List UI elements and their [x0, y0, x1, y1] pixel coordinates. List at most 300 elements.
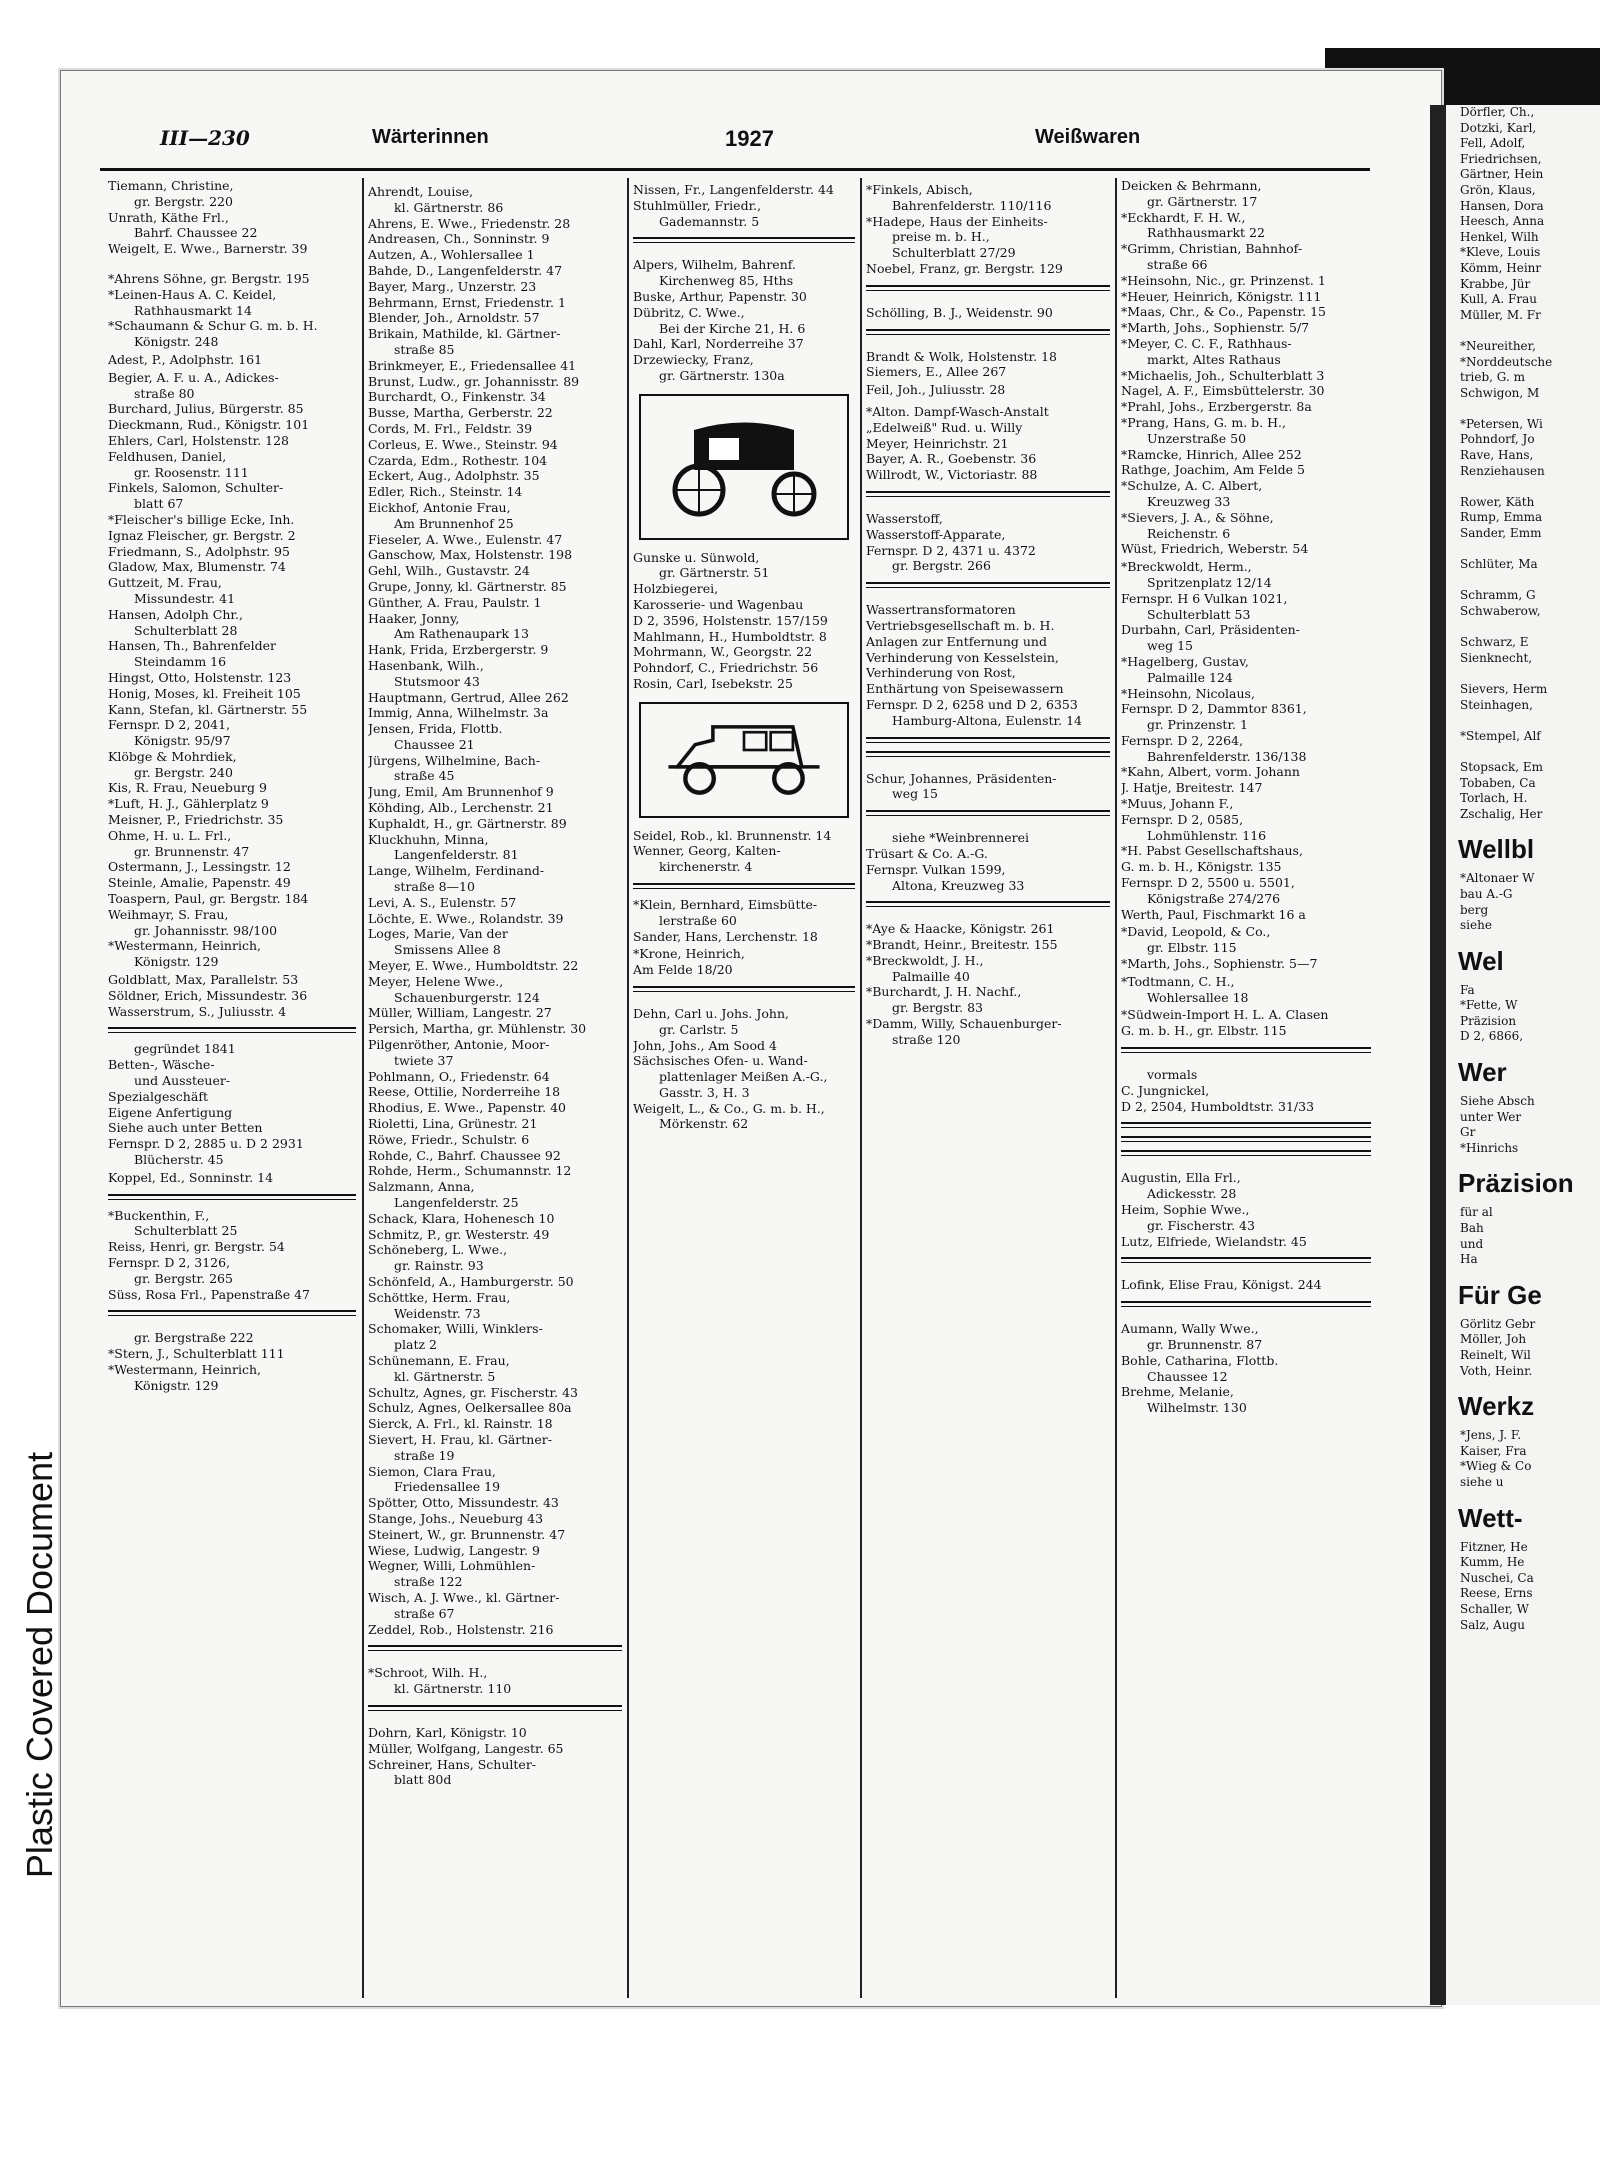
directory-entry: Weidenstr. 73 — [394, 1305, 481, 1321]
directory-entry: *Leinen-Haus A. C. Keidel, — [108, 286, 277, 302]
directory-entry: gr. Brunnenstr. 47 — [134, 843, 250, 859]
directory-entry: Ganschow, Max, Holstenstr. 198 — [368, 547, 573, 563]
directory-entry: *Marth, Johs., Sophienstr. 5/7 — [1121, 320, 1310, 336]
directory-entry: Buske, Arthur, Papenstr. 30 — [633, 288, 807, 304]
next-page-entry: Görlitz Gebr — [1460, 1316, 1536, 1331]
section-rule — [633, 986, 855, 992]
section-rule — [866, 491, 1110, 497]
next-page-entry: und — [1460, 1236, 1484, 1251]
section-rule — [368, 1645, 622, 1651]
directory-entry: Salzmann, Anna, — [368, 1179, 475, 1195]
directory-entry: Immig, Anna, Wilhelmstr. 3a — [368, 705, 549, 721]
directory-entry: Rioletti, Lina, Grünestr. 21 — [368, 1116, 538, 1132]
directory-entry: Augustin, Ella Frl., — [1121, 1170, 1241, 1186]
directory-entry: Fernspr. H 6 Vulkan 1021, — [1121, 590, 1288, 606]
next-page-entry — [1460, 542, 1600, 558]
directory-entry: Werth, Paul, Fischmarkt 16 a — [1121, 906, 1306, 922]
next-page-entry: Dotzki, Karl, — [1460, 120, 1537, 135]
directory-entry: *Stern, J., Schulterblatt 111 — [108, 1346, 285, 1362]
directory-entry: Begier, A. F. u. A., Adickes- — [108, 369, 279, 385]
next-page-entry — [1460, 401, 1600, 417]
directory-entry: Pohndorf, C., Friedrichstr. 56 — [633, 660, 819, 676]
next-page-entry: Fell, Adolf, — [1460, 136, 1526, 151]
directory-entry: weg 15 — [892, 786, 938, 802]
directory-entry: Durbahn, Carl, Präsidenten- — [1121, 622, 1300, 638]
directory-entry: Smissens Allee 8 — [394, 942, 501, 958]
directory-entry: Gasstr. 3, H. 3 — [659, 1084, 750, 1100]
directory-entry: *Burchardt, J. H. Nachf., — [866, 984, 1022, 1000]
section-rule — [108, 1194, 356, 1200]
directory-entry: Missundestr. 41 — [134, 590, 236, 606]
directory-entry: Wisch, A. J. Wwe., kl. Gärtner- — [368, 1589, 560, 1605]
directory-entry: Deicken & Behrmann, — [1121, 178, 1262, 193]
directory-entry: *Luft, H. J., Gählerplatz 9 — [108, 796, 269, 812]
section-rule — [1121, 1301, 1371, 1307]
directory-entry: gr. Gärtnerstr. 51 — [659, 565, 770, 581]
directory-entry: Verhinderung von Kesselstein, — [866, 649, 1059, 665]
directory-entry: Wohlersallee 18 — [1147, 989, 1249, 1005]
section-rule — [866, 582, 1110, 588]
directory-entry: *Südwein-Import H. L. A. Clasen — [1121, 1007, 1329, 1023]
next-page-entry — [1460, 744, 1600, 760]
next-page-entry: Steinhagen, — [1460, 697, 1533, 712]
directory-entry: Gunske u. Sünwold, — [633, 549, 760, 565]
directory-entry: Trüsart & Co. A.-G. — [866, 845, 988, 861]
directory-entry: Hauptmann, Gertrud, Allee 262 — [368, 689, 569, 705]
directory-entry: Czarda, Edm., Rothestr. 104 — [368, 452, 548, 468]
directory-entry: *Aye & Haacke, Königstr. 261 — [866, 921, 1055, 937]
directory-entry: Rohde, C., Bahrf. Chaussee 92 — [368, 1147, 561, 1163]
next-page-heading: Wel — [1458, 945, 1504, 976]
column-3 — [633, 178, 855, 1998]
directory-entry: Rohde, Herm., Schumannstr. 12 — [368, 1163, 572, 1179]
directory-entry: Königstraße 274/276 — [1147, 890, 1281, 906]
next-page-entry: bau A.-G — [1460, 886, 1513, 901]
header-left-word: Wärterinnen — [372, 126, 489, 148]
directory-entry: Reese, Ottilie, Norderreihe 18 — [368, 1084, 561, 1100]
directory-entry: Alpers, Wilhelm, Bahrenf. — [633, 257, 796, 273]
next-page-entry: trieb, G. m — [1460, 370, 1525, 385]
directory-entry: Ahrendt, Louise, — [368, 184, 474, 199]
page-number: III—230 — [160, 126, 250, 150]
directory-entry: Goldblatt, Max, Parallelstr. 53 — [108, 972, 299, 988]
next-page-entry — [1460, 713, 1600, 729]
directory-entry: Fernspr. D 2, 5500 u. 5501, — [1121, 875, 1295, 891]
directory-entry: Steindamm 16 — [134, 654, 227, 670]
section-rule — [368, 1705, 622, 1711]
directory-entry: Kirchenweg 85, Hths — [659, 273, 794, 289]
directory-entry: Müller, Wolfgang, Langestr. 65 — [368, 1740, 564, 1756]
directory-entry: Sierck, A. Frl., kl. Rainstr. 18 — [368, 1416, 553, 1432]
directory-entry: Zeddel, Rob., Holstenstr. 216 — [368, 1621, 554, 1637]
directory-entry: gr. Bergstr. 266 — [892, 558, 991, 574]
directory-entry: *Schroot, Wilh. H., — [368, 1665, 488, 1681]
next-page-heading: Wer — [1458, 1057, 1507, 1088]
directory-entry: Schulz, Agnes, Oelkersallee 80a — [368, 1400, 572, 1416]
directory-entry: Siemers, E., Allee 267 — [866, 364, 1007, 380]
next-page-entry: Kömm, Heinr — [1460, 260, 1542, 275]
directory-entry: Enthärtung von Speisewassern — [866, 681, 1064, 697]
next-page-entry: Kaiser, Fra — [1460, 1443, 1527, 1458]
directory-entry: Löchte, E. Wwe., Rolandstr. 39 — [368, 910, 564, 926]
directory-entry: Steinle, Amalie, Papenstr. 49 — [108, 875, 291, 891]
directory-entry: G. m. b. H., gr. Elbstr. 115 — [1121, 1023, 1287, 1039]
section-rule — [108, 1027, 356, 1033]
next-page-entry: Grön, Klaus, — [1460, 182, 1536, 197]
next-page-entry: *Neureither, — [1460, 338, 1536, 353]
column-2 — [368, 178, 622, 1998]
directory-entry: Lohmühlenstr. 116 — [1147, 827, 1267, 843]
directory-entry: Schulterblatt 28 — [134, 622, 238, 638]
directory-entry: Jürgens, Wilhelmine, Bach- — [368, 752, 541, 768]
section-rule — [866, 285, 1110, 291]
directory-entry: Tiemann, Christine, — [108, 178, 234, 193]
next-page-entry: *Altonaer W — [1460, 871, 1535, 886]
directory-entry: Schölling, B. J., Weidenstr. 90 — [866, 304, 1053, 320]
directory-entry: straße 67 — [394, 1605, 455, 1621]
next-page-entry: Schlüter, Ma — [1460, 557, 1538, 572]
directory-entry: Adickesstr. 28 — [1147, 1186, 1237, 1202]
directory-entry: Röwe, Friedr., Schulstr. 6 — [368, 1131, 530, 1147]
directory-entry: gr. Roosenstr. 111 — [134, 464, 249, 480]
section-rule — [633, 237, 855, 243]
column-5 — [1121, 178, 1371, 1998]
column-rule — [627, 178, 629, 1998]
directory-entry: Betten-, Wäsche- — [108, 1057, 215, 1073]
directory-entry: Gehl, Wilh., Gustavstr. 24 — [368, 563, 530, 579]
directory-entry: kl. Gärtnerstr. 5 — [394, 1368, 496, 1384]
directory-entry: gr. Gärtnerstr. 130a — [659, 367, 785, 383]
directory-entry: Meisner, P., Friedrichstr. 35 — [108, 812, 284, 828]
directory-entry: *Heinsohn, Nicolaus, — [1121, 685, 1255, 701]
directory-entry: Fieseler, A. Wwe., Eulenstr. 47 — [368, 531, 563, 547]
directory-entry: Fernspr. D 2, 2885 u. D 2 2931 — [108, 1136, 304, 1152]
directory-entry: *Alton. Dampf-Wasch-Anstalt — [866, 403, 1049, 419]
directory-entry: Chaussee 21 — [394, 736, 475, 752]
next-page-entry: Sievers, Herm — [1460, 681, 1548, 696]
next-page-entry: Präzision — [1460, 1013, 1517, 1028]
directory-entry: Stange, Johs., Neueburg 43 — [368, 1510, 544, 1526]
directory-entry: *Finkels, Abisch, — [866, 182, 973, 197]
next-page-entry: Salz, Augu — [1460, 1617, 1525, 1632]
directory-entry: Kis, R. Frau, Neueburg 9 — [108, 780, 267, 796]
directory-entry: gr. Prinzenstr. 1 — [1147, 717, 1248, 733]
directory-entry: *Heuer, Heinrich, Königstr. 111 — [1121, 288, 1322, 304]
directory-entry: Siemon, Clara Frau, — [368, 1463, 496, 1479]
directory-entry: Brehme, Melanie, — [1121, 1384, 1234, 1400]
directory-entry: Königstr. 129 — [134, 1377, 219, 1393]
next-page-entry: Reese, Erns — [1460, 1586, 1533, 1601]
directory-entry: J. Hatje, Breitestr. 147 — [1121, 780, 1263, 796]
next-page-entry — [1460, 323, 1600, 339]
directory-entry: Holzbiegerei, — [633, 581, 719, 597]
directory-entry: Dahl, Karl, Norderreihe 37 — [633, 336, 804, 352]
directory-entry: Schack, Klara, Hohenesch 10 — [368, 1210, 555, 1226]
directory-entry: gr. Bergstr. 220 — [134, 193, 233, 209]
directory-entry: Fernspr. D 2, 3126, — [108, 1255, 231, 1270]
directory-entry: *Marth, Johs., Sophienstr. 5—7 — [1121, 956, 1318, 972]
directory-entry: Bahde, D., Langenfelderstr. 47 — [368, 262, 563, 278]
directory-entry: *Grimm, Christian, Bahnhof- — [1121, 241, 1303, 257]
next-page-entry: Reinelt, Wil — [1460, 1348, 1531, 1362]
next-page-entry: Dörfler, Ch., — [1460, 105, 1535, 119]
directory-entry: Mörkenstr. 62 — [659, 1116, 749, 1132]
directory-entry: Mahlmann, H., Humboldtstr. 8 — [633, 628, 827, 644]
directory-entry: Wassertransformatoren — [866, 602, 1016, 618]
directory-entry: *Kahn, Albert, vorm. Johann — [1121, 764, 1300, 780]
directory-entry: Hansen, Adolph Chr., — [108, 606, 243, 622]
directory-entry: Spötter, Otto, Missundestr. 43 — [368, 1495, 559, 1511]
directory-entry: Dohrn, Karl, Königstr. 10 — [368, 1724, 527, 1740]
directory-entry: Bahrenfelderstr. 136/138 — [1147, 748, 1307, 764]
directory-entry: Ehlers, Carl, Holstenstr. 128 — [108, 432, 289, 448]
directory-entry: Ostermann, J., Lessingstr. 12 — [108, 859, 291, 875]
next-page-entry: Krabbe, Jür — [1460, 276, 1531, 291]
directory-entry: Müller, William, Langestr. 27 — [368, 1005, 552, 1021]
directory-entry: Spritzenplatz 12/14 — [1147, 574, 1272, 590]
next-page-entry: Schramm, G — [1460, 588, 1536, 603]
next-page-entry: berg — [1460, 902, 1489, 917]
section-rule — [866, 810, 1110, 816]
directory-entry: straße 120 — [892, 1031, 961, 1047]
directory-entry: Königstr. 129 — [134, 954, 219, 970]
next-page-entry — [1460, 666, 1600, 682]
directory-entry: Fernspr. Vulkan 1599, — [866, 861, 1006, 877]
column-4 — [866, 178, 1110, 1998]
directory-entry: Rathge, Joachim, Am Felde 5 — [1121, 462, 1305, 478]
directory-entry: Corleus, E. Wwe., Steinstr. 94 — [368, 436, 558, 452]
directory-entry: gr. Carlstr. 5 — [659, 1021, 739, 1037]
directory-entry: *Buckenthin, F., — [108, 1207, 210, 1223]
section-rule — [866, 751, 1110, 757]
directory-entry: *Westermann, Heinrich, — [108, 1361, 261, 1377]
directory-entry: Kreuzweg 33 — [1147, 493, 1231, 509]
directory-entry: *Meyer, C. C. F., Rathhaus- — [1121, 335, 1292, 351]
directory-entry: Palmaille 124 — [1147, 669, 1233, 685]
directory-entry: Ahrens, E. Wwe., Friedenstr. 28 — [368, 215, 571, 231]
next-page-entry: Schwigon, M — [1460, 385, 1540, 400]
directory-entry: Brinkmeyer, E., Friedensallee 41 — [368, 357, 577, 373]
directory-entry: C. Jungnickel, — [1121, 1082, 1210, 1098]
next-page-entry: Kumm, He — [1460, 1555, 1525, 1570]
directory-entry: straße 45 — [394, 768, 455, 784]
directory-entry: Wasserstoff, — [866, 510, 943, 526]
header-right-word: Weißwaren — [1035, 126, 1141, 148]
directory-entry: Fernspr. D 2, 2041, — [108, 717, 231, 733]
directory-entry: Siehe auch unter Betten — [108, 1120, 263, 1136]
directory-entry: *Sievers, J. A., & Söhne, — [1121, 509, 1274, 525]
directory-entry: Langenfelderstr. 81 — [394, 847, 519, 863]
directory-entry: Rhodius, E. Wwe., Papenstr. 40 — [368, 1100, 566, 1116]
directory-entry: Günther, A. Frau, Paulstr. 1 — [368, 594, 542, 610]
next-page-entry: Tobaben, Ca — [1460, 775, 1536, 790]
directory-entry: Pohlmann, O., Friedenstr. 64 — [368, 1068, 550, 1084]
next-page-heading: Für Ge — [1458, 1279, 1542, 1310]
next-page-entry: Renziehausen — [1460, 463, 1545, 478]
next-page-entry: Kull, A. Frau — [1460, 292, 1537, 307]
directory-entry: Am Felde 18/20 — [633, 962, 733, 978]
directory-entry: Schönfeld, A., Hamburgerstr. 50 — [368, 1273, 574, 1289]
directory-entry: *Prang, Hans, G. m. b. H., — [1121, 414, 1286, 430]
directory-entry: Wilhelmstr. 130 — [1147, 1400, 1247, 1416]
directory-entry: *Todtmann, C. H., — [1121, 973, 1235, 989]
directory-entry: Lutz, Elfriede, Wielandstr. 45 — [1121, 1233, 1307, 1249]
directory-entry: Rathhausmarkt 22 — [1147, 225, 1265, 241]
next-page-entry: *Petersen, Wi — [1460, 416, 1543, 431]
directory-entry: Gademannstr. 5 — [659, 213, 760, 229]
next-page-entry: Möller, Joh — [1460, 1332, 1527, 1347]
directory-entry: *David, Leopold, & Co., — [1121, 924, 1271, 940]
directory-entry: Reichenstr. 6 — [1147, 525, 1231, 541]
directory-entry: Wenner, Georg, Kalten- — [633, 843, 781, 859]
directory-entry: straße 66 — [1147, 256, 1208, 272]
directory-entry: Cords, M. Frl., Feldstr. 39 — [368, 420, 533, 436]
directory-entry: Wüst, Friedrich, Weberstr. 54 — [1121, 541, 1309, 557]
next-page-entry: *Stempel, Alf — [1460, 728, 1541, 743]
next-page-heading: Wellbl — [1458, 834, 1535, 865]
directory-entry: Süss, Rosa Frl., Papenstraße 47 — [108, 1286, 310, 1302]
directory-entry: *Hadepe, Haus der Einheits- — [866, 213, 1048, 229]
section-rule — [1121, 1150, 1371, 1156]
directory-entry: Schöttke, Herm. Frau, — [368, 1289, 511, 1305]
directory-entry: Bayer, Marg., Unzerstr. 23 — [368, 278, 537, 294]
directory-entry: Unrath, Käthe Frl., — [108, 209, 229, 225]
next-page-entry: Rave, Hans, — [1460, 448, 1534, 463]
directory-entry: Heim, Sophie Wwe., — [1121, 1202, 1250, 1218]
next-page-entry: Fa — [1460, 982, 1475, 997]
directory-entry: Schulterblatt 27/29 — [892, 245, 1016, 261]
section-rule — [866, 329, 1110, 335]
directory-entry: Willrodt, W., Victoriastr. 88 — [866, 467, 1038, 483]
directory-entry: Weigelt, L., & Co., G. m. b. H., — [633, 1100, 825, 1116]
next-page-entry: Schwarz, E — [1460, 635, 1529, 650]
directory-entry: Dübritz, C. Wwe., — [633, 304, 745, 320]
directory-entry: Andreasen, Ch., Sonninstr. 9 — [368, 231, 550, 247]
next-page-entry: Zschalig, Her — [1460, 806, 1543, 821]
next-page-entry: Rower, Käth — [1460, 494, 1535, 509]
directory-entry: twiete 37 — [394, 1052, 454, 1068]
next-page-heading: Werkz — [1458, 1391, 1535, 1422]
next-page-entry: Müller, M. Fr — [1460, 307, 1541, 322]
next-page-entry: Bah — [1460, 1221, 1484, 1236]
directory-entry: *Schaumann & Schur G. m. b. H. — [108, 318, 318, 334]
directory-entry: Chaussee 12 — [1147, 1368, 1228, 1384]
carriage-illustration — [654, 410, 834, 520]
directory-entry: „Edelweiß" Rud. u. Willy — [866, 419, 1023, 435]
directory-entry: *Brandt, Heinr., Breitestr. 155 — [866, 937, 1058, 953]
directory-entry: Wiese, Ludwig, Langestr. 9 — [368, 1542, 540, 1558]
directory-entry: straße 8—10 — [394, 879, 475, 895]
directory-entry: Burchard, Julius, Bürgerstr. 85 — [108, 401, 304, 417]
directory-entry: Seidel, Rob., kl. Brunnenstr. 14 — [633, 827, 832, 843]
section-rule — [866, 901, 1110, 907]
directory-entry: *Breckwoldt, J. H., — [866, 952, 984, 968]
directory-entry: gr. Bergstraße 222 — [134, 1330, 254, 1346]
directory-entry: gr. Gärtnerstr. 17 — [1147, 193, 1258, 209]
directory-entry: Schreiner, Hans, Schulter- — [368, 1756, 537, 1772]
directory-entry: Dehn, Carl u. Johs. John, — [633, 1005, 789, 1021]
section-rule — [1121, 1047, 1371, 1053]
directory-entry: *H. Pabst Gesellschaftshaus, — [1121, 843, 1303, 859]
directory-entry: Lofink, Elise Frau, Königst. 244 — [1121, 1277, 1322, 1293]
directory-entry: kl. Gärtnerstr. 86 — [394, 199, 504, 215]
next-page-entry: Voth, Heinr. — [1460, 1363, 1533, 1378]
directory-entry: Blücherstr. 45 — [134, 1152, 224, 1168]
directory-entry: Stutsmoor 43 — [394, 673, 480, 689]
directory-entry: Fernspr. D 2, 0585, — [1121, 811, 1244, 827]
directory-entry: Persich, Martha, gr. Mühlenstr. 30 — [368, 1021, 587, 1037]
directory-entry: Blender, Joh., Arnoldstr. 57 — [368, 310, 540, 326]
directory-entry: Fernspr. D 2, 6258 und D 2, 6353 — [866, 696, 1078, 712]
directory-entry: Spezialgeschäft — [108, 1088, 208, 1104]
directory-entry: Schünemann, E. Frau, — [368, 1352, 510, 1368]
directory-entry: blatt 80d — [394, 1772, 452, 1788]
directory-entry: gegründet 1841 — [134, 1041, 236, 1057]
directory-entry: *Klein, Bernhard, Eimsbütte- — [633, 896, 818, 912]
section-rule — [108, 1310, 356, 1316]
directory-entry: Weihmayr, S. Frau, — [108, 906, 229, 922]
section-rule — [866, 737, 1110, 743]
directory-entry: Drzewiecky, Franz, — [633, 352, 754, 368]
directory-entry: Weigelt, E. Wwe., Barnerstr. 39 — [108, 241, 308, 257]
directory-entry: gr. Bergstr. 240 — [134, 764, 233, 780]
directory-entry: Burchardt, O., Finkenstr. 34 — [368, 389, 546, 405]
directory-entry: Dieckmann, Rud., Königstr. 101 — [108, 417, 310, 433]
directory-entry: *Schulze, A. C. Albert, — [1121, 478, 1263, 494]
column-rule — [362, 178, 364, 1998]
directory-entry: *Eckhardt, F. H. W., — [1121, 209, 1246, 225]
directory-entry: und Aussteuer- — [134, 1073, 231, 1089]
directory-entry: Stuhlmüller, Friedr., — [633, 197, 762, 213]
directory-entry: Brandt & Wolk, Holstenstr. 18 — [866, 348, 1058, 364]
directory-entry: Brikain, Mathilde, kl. Gärtner- — [368, 326, 561, 342]
next-page-entry: Henkel, Wilh — [1460, 229, 1539, 244]
directory-entry: Feil, Joh., Juliusstr. 28 — [866, 382, 1006, 398]
next-page-entry: Fitzner, He — [1460, 1539, 1528, 1554]
directory-entry: *Damm, Willy, Schauenburger- — [866, 1016, 1062, 1032]
directory-entry: Wasserstrum, S., Juliusstr. 4 — [108, 1003, 287, 1019]
directory-entry: *Maas, Chr., & Co., Papenstr. 15 — [1121, 304, 1326, 320]
directory-entry: Hingst, Otto, Holstenstr. 123 — [108, 669, 292, 685]
directory-entry: gr. Rainstr. 93 — [394, 1258, 484, 1274]
next-page-entry: *Hinrichs — [1460, 1140, 1519, 1155]
directory-entry: *Breckwoldt, Herm., — [1121, 559, 1252, 575]
next-page-entry: Rump, Emma — [1460, 510, 1543, 525]
directory-entry: Schomaker, Willi, Winklers- — [368, 1321, 543, 1337]
directory-entry: Nissen, Fr., Langenfelderstr. 44 — [633, 182, 834, 197]
directory-entry: Friedmann, S., Adolphstr. 95 — [108, 543, 290, 559]
directory-entry: Mohrmann, W., Georgstr. 22 — [633, 644, 813, 660]
column-rule — [860, 178, 862, 1998]
header-rule — [100, 168, 1370, 171]
directory-entry: *Michaelis, Joh., Schulterblatt 3 — [1121, 367, 1325, 383]
directory-entry: Aumann, Wally Wwe., — [1121, 1321, 1259, 1337]
side-label: Plastic Covered Document — [19, 1451, 60, 1879]
next-page-entry: Gr — [1460, 1125, 1476, 1140]
directory-entry: Friedensallee 19 — [394, 1479, 501, 1495]
directory-entry: Eckert, Aug., Adolphstr. 35 — [368, 468, 540, 484]
directory-entry: Toaspern, Paul, gr. Bergstr. 184 — [108, 891, 309, 907]
directory-entry: Bei der Kirche 21, H. 6 — [659, 320, 806, 336]
directory-entry: Lange, Wilhelm, Ferdinand- — [368, 863, 545, 879]
next-page-entry: Stopsack, Em — [1460, 759, 1544, 774]
directory-entry: Busse, Martha, Gerberstr. 22 — [368, 405, 553, 421]
directory-entry: Schmitz, P., gr. Westerstr. 49 — [368, 1226, 550, 1242]
next-page-entry: siehe u — [1460, 1474, 1504, 1489]
directory-entry: Sächsisches Ofen- u. Wand- — [633, 1053, 808, 1069]
directory-entry: Honig, Moses, kl. Freiheit 105 — [108, 685, 301, 701]
next-page-entry — [1460, 573, 1600, 589]
